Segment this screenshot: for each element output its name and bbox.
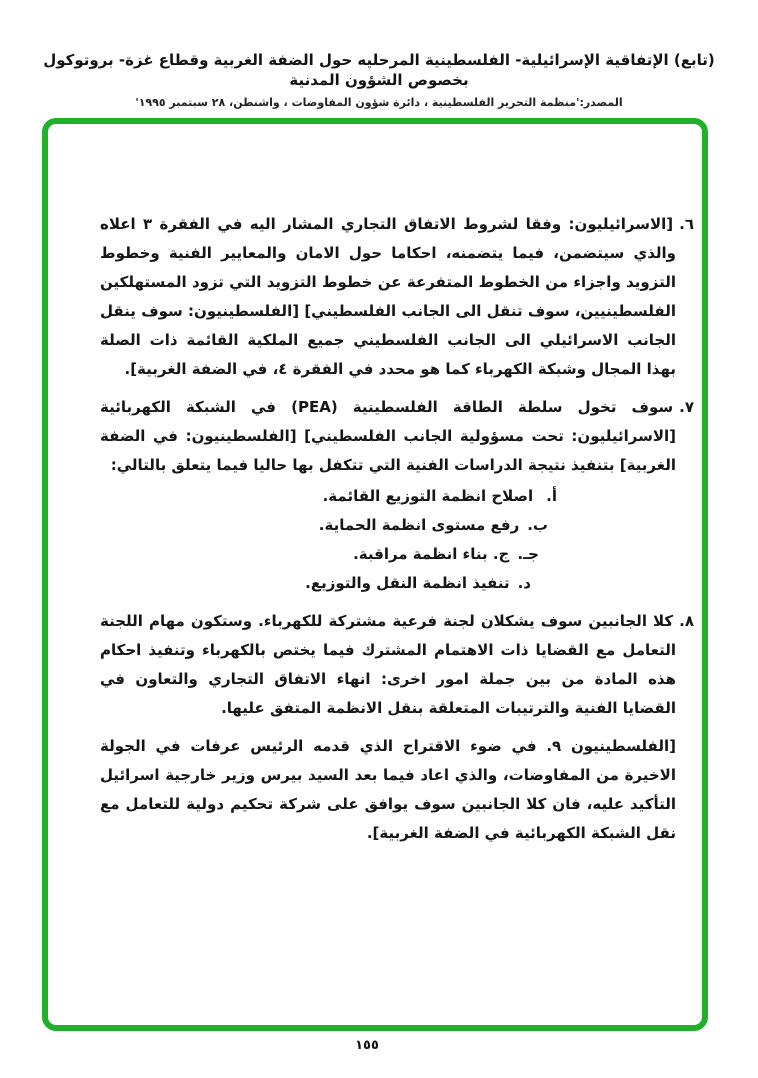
sub-clause-b-marker: ب. <box>527 516 548 534</box>
green-border-frame <box>42 118 708 1031</box>
sub-clause-b <box>100 511 694 540</box>
sub-clause-b-text: رفع مستوى انظمة الحماية. <box>318 516 520 534</box>
clause-9-text: [الفلسطينيون ٩. في ضوء الاقتراح الذي قدمه الرئيس عرفات في الجولة الاخيرة من المفاوضات، والذي اعاد فيما بعد السيد بيرس وزير خارجية اسرائيل التأكيد عليه، فان كلا الجانبين سوف يوافق على شركة تحكيم دولية للتعامل مع نقل الشبكة الكهربائية في الضفة الغربية]. <box>100 737 676 842</box>
clause-6 <box>100 210 694 384</box>
clause-7-text: سوف تخول سلطة الطاقة الفلسطينية (PEA) في الشبكة الكهربائية [الاسرائيليون: تحت مسؤولية الجانب الفلسطيني] [الفلسطينيون: في الضفة الغربية] بتنفيذ نتيجة الدراسات الفنية التي تتكفل بها حاليا فيما يتعلق بالتالي: <box>100 398 676 474</box>
sub-clause-d-marker: د. <box>517 574 531 592</box>
sub-clause-d <box>100 569 694 598</box>
clause-7 <box>100 393 694 480</box>
document-header <box>20 50 738 109</box>
sub-clause-c-text: ج. بناء انظمة مراقبة. <box>353 545 510 563</box>
sub-clause-a-text: اصلاح انظمة التوزيع القائمة. <box>322 487 534 505</box>
page-number: ١٥٥ <box>355 1038 379 1053</box>
clause-7-number: ٧. <box>679 398 694 416</box>
document-body <box>100 210 694 857</box>
clause-8-text: كلا الجانبين سوف يشكلان لجنة فرعية مشتركة للكهرباء. وستكون مهام اللجنة التعامل مع القضايا ذات الاهتمام المشترك فيما يختص بالكهرباء وتنفيذ احكام هذه المادة من بين جملة امور اخرى: انهاء الاتفاق التجاري والتعاون في القضايا الفنية والترتيبات المتعلقة بنقل الانظمة المتفق عليها. <box>100 612 676 717</box>
sub-clause-a <box>100 482 694 511</box>
clause-8 <box>100 607 694 723</box>
document-source-line: المصدر:'منظمة التحرير الفلسطينية ، دائرة شؤون المفاوضات ، واشنطن، ٢٨ سبتمبر ١٩٩٥' <box>135 96 623 109</box>
clause-9 <box>100 732 694 848</box>
sub-clause-c-marker: جـ. <box>517 545 539 563</box>
clause-6-text: [الاسرائيليون: وفقا لشروط الاتفاق التجاري المشار اليه في الفقرة ٣ اعلاه والذي سيتضمن، فيما يتضمنه، احكاما حول الامان والمعايير الفنية وخطوط التزويد واجزاء من الخطوط المتفرعة عن خطوط التزويد التي تزود المستهلكين الفلسطينيين، سوف تنقل الى الجانب الفلسطيني] [الفلسطينيون: سوف ينقل الجانب الاسرائيلي الى الجانب الفلسطيني جميع الملكية القائمة ذات الصلة بهذا المجال وشبكة الكهرباء كما هو محدد في الفقرة ٤، في الضفة الغربية]. <box>100 215 676 378</box>
sub-clause-c <box>100 540 694 569</box>
clause-6-number: ٦. <box>679 215 694 233</box>
document-title: (تابع) الإتفاقية الإسرائيلية- الفلسطينية المرحليه حول الضفة الغربية وقطاع غزة- بروتوكول بخصوص الشؤون المدنية <box>43 51 715 89</box>
sub-clause-d-text: تنفيذ انظمة النقل والتوزيع. <box>305 574 510 592</box>
clause-8-number: ٨. <box>679 612 694 630</box>
sub-clause-a-marker: أ. <box>546 487 557 505</box>
